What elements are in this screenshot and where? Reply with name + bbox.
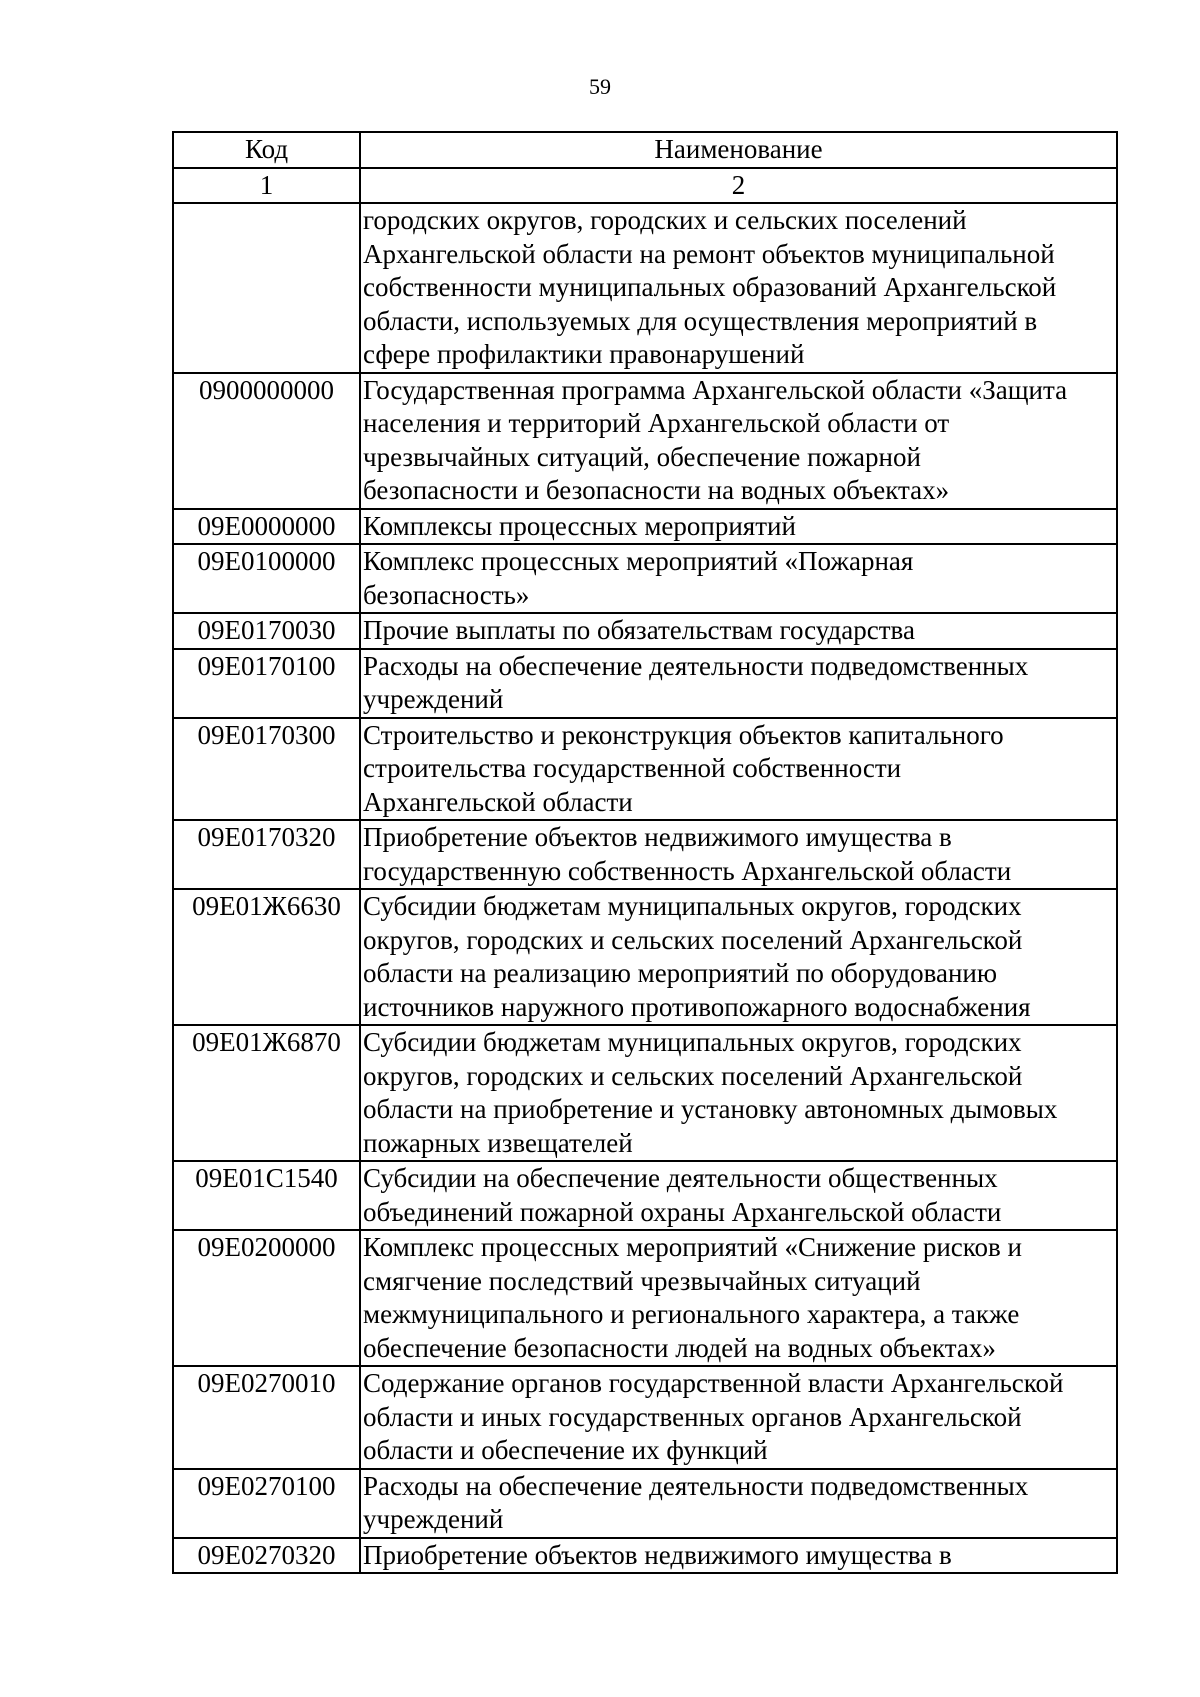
row-name [360, 820, 1117, 889]
row-code: 09Е0200000 [173, 1230, 360, 1366]
row-name [360, 613, 1117, 649]
table-row [173, 889, 1117, 1025]
row-name [360, 544, 1117, 613]
table-header-row [173, 132, 1117, 168]
row-code: 09Е0000000 [173, 509, 360, 545]
row-code: 09Е0270100 [173, 1469, 360, 1538]
row-code: 09Е01Ж6870 [173, 1025, 360, 1161]
table-row [173, 1469, 1117, 1538]
row-code: 0900000000 [173, 373, 360, 509]
row-name-text: Государственная программа Архангельской области «Защита населения и территорий Архангельской области от чрезвычайных ситуаций, обеспечение пожарной безопасности и безопасности на водных объектах» [363, 374, 1068, 505]
table-row [173, 544, 1117, 613]
row-name [360, 718, 1117, 821]
row-name-text: Расходы на обеспечение деятельности подведомственных учреждений [363, 650, 1029, 714]
row-name [360, 649, 1117, 718]
row-code: 09Е0270010 [173, 1366, 360, 1469]
page-number: 59 [589, 74, 611, 99]
row-name-text: Субсидии бюджетам муниципальных округов, городских округов, городских и сельских поселений Архангельской области на реализацию мероприятий по оборудованию источников наружного противопожарного водоснабжения [363, 891, 1031, 1022]
table-row [173, 373, 1117, 509]
table-row [173, 509, 1117, 545]
table-row [173, 613, 1117, 649]
row-name-text: Приобретение объектов недвижимого имущества в государственную собственность Архангельской области [363, 822, 1012, 886]
column-number-row [173, 168, 1117, 204]
row-code: 09Е01С1540 [173, 1161, 360, 1230]
row-name [360, 1538, 1117, 1574]
table-row [173, 1025, 1117, 1161]
table-row [173, 203, 1117, 373]
row-name [360, 373, 1117, 509]
table-body [173, 203, 1117, 1573]
table-row [173, 649, 1117, 718]
row-code: 09Е0100000 [173, 544, 360, 613]
row-name [360, 1161, 1117, 1230]
table-row [173, 1161, 1117, 1230]
row-name-text: Субсидии на обеспечение деятельности общественных объединений пожарной охраны Архангельской области [363, 1163, 1002, 1227]
row-name [360, 203, 1117, 373]
header-name: Наименование [360, 132, 1117, 168]
table-row [173, 820, 1117, 889]
row-name-text: Приобретение объектов недвижимого имущества в [363, 1539, 952, 1570]
row-name-text: Содержание органов государственной власти Архангельской области и иных государственных органов Архангельской области и обеспечение их функций [363, 1368, 1064, 1465]
row-code: 09Е0270320 [173, 1538, 360, 1574]
table-row [173, 1366, 1117, 1469]
table-row [173, 1538, 1117, 1574]
row-name-text: Субсидии бюджетам муниципальных округов, городских округов, городских и сельских поселений Архангельской области на приобретение и установку автономных дымовых пожарных извещателей [363, 1027, 1058, 1158]
header-code: Код [173, 132, 360, 168]
row-name [360, 1025, 1117, 1161]
row-name [360, 509, 1117, 545]
classification-table [172, 131, 1118, 1574]
row-name [360, 1469, 1117, 1538]
column-number-2: 2 [360, 168, 1117, 204]
row-name-text: Комплекс процессных мероприятий «Пожарная безопасность» [363, 546, 914, 610]
row-name-text: городских округов, городских и сельских поселений Архангельской области на ремонт объектов муниципальной собственности муниципальных образований Архангельской области, используемых для осуществления мероприятий в сфере профилактики правонарушений [363, 205, 1057, 369]
row-code: 09Е0170300 [173, 718, 360, 821]
row-code: 09Е0170320 [173, 820, 360, 889]
row-name [360, 889, 1117, 1025]
row-name-text: Комплексы процессных мероприятий [363, 510, 796, 541]
row-name [360, 1230, 1117, 1366]
row-code: 09Е01Ж6630 [173, 889, 360, 1025]
row-code: 09Е0170100 [173, 649, 360, 718]
column-number-1: 1 [173, 168, 360, 204]
row-name-text: Расходы на обеспечение деятельности подведомственных учреждений [363, 1470, 1029, 1534]
row-code [173, 203, 360, 373]
row-code: 09Е0170030 [173, 613, 360, 649]
row-name-text: Комплекс процессных мероприятий «Снижение рисков и смягчение последствий чрезвычайных ситуаций межмуниципального и регионального характера, а также обеспечение безопасности людей на водных объектах» [363, 1232, 1022, 1363]
row-name-text: Строительство и реконструкция объектов капитального строительства государственной собственности Архангельской области [363, 719, 1004, 817]
row-name-text: Прочие выплаты по обязательствам государства [363, 615, 915, 645]
table-row [173, 718, 1117, 821]
table-row [173, 1230, 1117, 1366]
row-name [360, 1366, 1117, 1469]
